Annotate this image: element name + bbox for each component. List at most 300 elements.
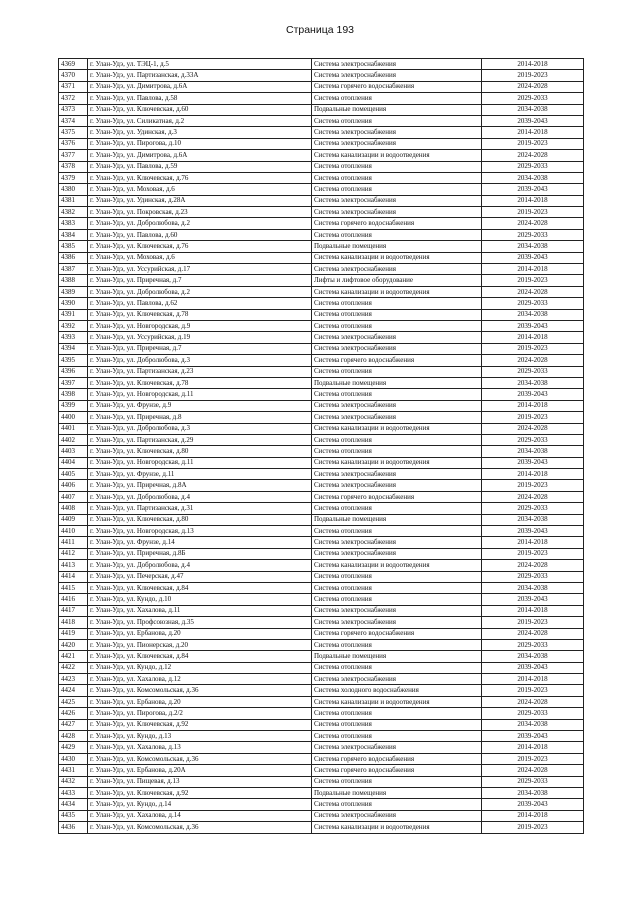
period-cell: 2024-2028 — [482, 696, 584, 707]
period-cell: 2019-2023 — [482, 207, 584, 218]
address-cell: г. Улан-Удэ, ул. Ключевская, д.84 — [88, 582, 312, 593]
row-number-cell: 4379 — [59, 172, 88, 183]
row-number-cell: 4410 — [59, 526, 88, 537]
address-cell: г. Улан-Удэ, ул. Приречная, д.7 — [88, 343, 312, 354]
row-number-cell: 4391 — [59, 309, 88, 320]
system-cell: Система горячего водоснабжения — [312, 753, 482, 764]
row-number-cell: 4431 — [59, 765, 88, 776]
row-number-cell: 4373 — [59, 104, 88, 115]
address-cell: г. Улан-Удэ, ул. Кундо, д.10 — [88, 594, 312, 605]
system-cell: Система горячего водоснабжения — [312, 765, 482, 776]
period-cell: 2029-2033 — [482, 161, 584, 172]
system-cell: Система отопления — [312, 526, 482, 537]
period-cell: 2014-2018 — [482, 332, 584, 343]
table-row — [59, 161, 584, 172]
period-cell: 2029-2033 — [482, 639, 584, 650]
row-number-cell: 4394 — [59, 343, 88, 354]
row-number-cell: 4400 — [59, 412, 88, 423]
address-cell: г. Улан-Удэ, ул. Ключевская, д.80 — [88, 446, 312, 457]
system-cell: Система отопления — [312, 571, 482, 582]
address-cell: г. Улан-Удэ, ул. Кундо, д.13 — [88, 731, 312, 742]
period-cell: 2029-2033 — [482, 434, 584, 445]
period-cell: 2024-2028 — [482, 491, 584, 502]
system-cell: Система электроснабжения — [312, 70, 482, 81]
system-cell: Система электроснабжения — [312, 195, 482, 206]
system-cell: Система электроснабжения — [312, 264, 482, 275]
table-row — [59, 70, 584, 81]
address-cell: г. Улан-Удэ, ул. Ключевская, д.78 — [88, 309, 312, 320]
row-number-cell: 4380 — [59, 184, 88, 195]
system-cell: Подвальные помещения — [312, 788, 482, 799]
address-cell: г. Улан-Удэ, ул. Новгородская, д.9 — [88, 320, 312, 331]
row-number-cell: 4376 — [59, 138, 88, 149]
period-cell: 2034-2038 — [482, 377, 584, 388]
address-cell: г. Улан-Удэ, ул. Моховая, д.6 — [88, 252, 312, 263]
row-number-cell: 4412 — [59, 548, 88, 559]
system-cell: Система отопления — [312, 320, 482, 331]
period-cell: 2039-2043 — [482, 799, 584, 810]
period-cell: 2019-2023 — [482, 548, 584, 559]
period-cell: 2024-2028 — [482, 355, 584, 366]
address-cell: г. Улан-Удэ, ул. Силикатная, д.2 — [88, 115, 312, 126]
table-row — [59, 59, 584, 70]
period-cell: 2039-2043 — [482, 457, 584, 468]
period-cell: 2019-2023 — [482, 412, 584, 423]
address-cell: г. Улан-Удэ, ул. Моховая, д.6 — [88, 184, 312, 195]
address-cell: г. Улан-Удэ, ул. Фрунзе, д.11 — [88, 469, 312, 480]
address-cell: г. Улан-Удэ, ул. Павлова, д.58 — [88, 93, 312, 104]
row-number-cell: 4421 — [59, 651, 88, 662]
address-cell: г. Улан-Удэ, ул. Кундо, д.12 — [88, 662, 312, 673]
period-cell: 2019-2023 — [482, 822, 584, 833]
address-cell: г. Улан-Удэ, ул. Ключевская, д.92 — [88, 788, 312, 799]
table-row — [59, 115, 584, 126]
table-row — [59, 560, 584, 571]
system-cell: Система отопления — [312, 184, 482, 195]
address-cell: г. Улан-Удэ, ул. Приречная, д.7 — [88, 275, 312, 286]
row-number-cell: 4401 — [59, 423, 88, 434]
table-row — [59, 81, 584, 92]
address-cell: г. Улан-Удэ, ул. Партизанская, д.29 — [88, 434, 312, 445]
address-cell: г. Улан-Удэ, ул. Пирогова, д.2/2 — [88, 708, 312, 719]
period-cell: 2014-2018 — [482, 127, 584, 138]
row-number-cell: 4387 — [59, 264, 88, 275]
address-cell: г. Улан-Удэ, ул. Фрунзе, д.9 — [88, 400, 312, 411]
system-cell: Лифты и лифтовое оборудование — [312, 275, 482, 286]
row-number-cell: 4434 — [59, 799, 88, 810]
period-cell: 2029-2033 — [482, 298, 584, 309]
period-cell: 2029-2033 — [482, 503, 584, 514]
system-cell: Система горячего водоснабжения — [312, 355, 482, 366]
table-row — [59, 241, 584, 252]
row-number-cell: 4383 — [59, 218, 88, 229]
system-cell: Система отопления — [312, 389, 482, 400]
system-cell: Система холодного водоснабжения — [312, 685, 482, 696]
address-cell: г. Улан-Удэ, ул. Партизанская, д.31 — [88, 503, 312, 514]
system-cell: Система отопления — [312, 93, 482, 104]
period-cell: 2039-2043 — [482, 320, 584, 331]
system-cell: Система отопления — [312, 115, 482, 126]
address-cell: г. Улан-Удэ, ул. Ключевская, д.76 — [88, 241, 312, 252]
address-cell: г. Улан-Удэ, ул. Хахалова, д.13 — [88, 742, 312, 753]
table-row — [59, 218, 584, 229]
address-cell: г. Улан-Удэ, ул. Димитрова, д.6А — [88, 150, 312, 161]
row-number-cell: 4384 — [59, 229, 88, 240]
period-cell: 2024-2028 — [482, 765, 584, 776]
table-row — [59, 469, 584, 480]
period-cell: 2039-2043 — [482, 115, 584, 126]
system-cell: Система канализации и водоотведения — [312, 457, 482, 468]
system-cell: Система электроснабжения — [312, 469, 482, 480]
period-cell: 2039-2043 — [482, 731, 584, 742]
table-row — [59, 309, 584, 320]
address-cell: г. Улан-Удэ, ул. Ключевская, д.92 — [88, 719, 312, 730]
table-row — [59, 571, 584, 582]
address-cell: г. Улан-Удэ, ул. Уссурийская, д.19 — [88, 332, 312, 343]
period-cell: 2019-2023 — [482, 275, 584, 286]
row-number-cell: 4375 — [59, 127, 88, 138]
table-row — [59, 753, 584, 764]
address-cell: г. Улан-Удэ, ул. Удинская, д.3 — [88, 127, 312, 138]
address-cell: г. Улан-Удэ, ул. Ключевская, д.78 — [88, 377, 312, 388]
table-row — [59, 332, 584, 343]
table-row — [59, 400, 584, 411]
row-number-cell: 4407 — [59, 491, 88, 502]
period-cell: 2039-2043 — [482, 594, 584, 605]
period-cell: 2024-2028 — [482, 81, 584, 92]
row-number-cell: 4413 — [59, 560, 88, 571]
row-number-cell: 4419 — [59, 628, 88, 639]
row-number-cell: 4418 — [59, 617, 88, 628]
table-row — [59, 366, 584, 377]
address-cell: г. Улан-Удэ, ул. Приречная, д.8 — [88, 412, 312, 423]
row-number-cell: 4395 — [59, 355, 88, 366]
table-row — [59, 195, 584, 206]
system-cell: Подвальные помещения — [312, 651, 482, 662]
period-cell: 2034-2038 — [482, 172, 584, 183]
period-cell: 2024-2028 — [482, 150, 584, 161]
system-cell: Система канализации и водоотведения — [312, 286, 482, 297]
row-number-cell: 4428 — [59, 731, 88, 742]
address-cell: г. Улан-Удэ, ул. Новгородская, д.11 — [88, 389, 312, 400]
table-row — [59, 93, 584, 104]
table-row — [59, 127, 584, 138]
table-row — [59, 377, 584, 388]
row-number-cell: 4429 — [59, 742, 88, 753]
row-number-cell: 4414 — [59, 571, 88, 582]
row-number-cell: 4422 — [59, 662, 88, 673]
address-cell: г. Улан-Удэ, ул. Приречная, д.8Б — [88, 548, 312, 559]
row-number-cell: 4435 — [59, 810, 88, 821]
row-number-cell: 4423 — [59, 674, 88, 685]
system-cell: Система горячего водоснабжения — [312, 218, 482, 229]
row-number-cell: 4409 — [59, 514, 88, 525]
address-cell: г. Улан-Удэ, ул. Приречная, д.8А — [88, 480, 312, 491]
address-cell: г. Улан-Удэ, ул. Уссурийская, д.17 — [88, 264, 312, 275]
address-cell: г. Улан-Удэ, ул. Пирогова, д.10 — [88, 138, 312, 149]
address-cell: г. Улан-Удэ, ул. Димитрова, д.6А — [88, 81, 312, 92]
row-number-cell: 4371 — [59, 81, 88, 92]
table-row — [59, 150, 584, 161]
period-cell: 2014-2018 — [482, 537, 584, 548]
address-cell: г. Улан-Удэ, ул. Добролюбова, д.3 — [88, 423, 312, 434]
row-number-cell: 4389 — [59, 286, 88, 297]
row-number-cell: 4392 — [59, 320, 88, 331]
period-cell: 2014-2018 — [482, 264, 584, 275]
period-cell: 2034-2038 — [482, 309, 584, 320]
system-cell: Система отопления — [312, 298, 482, 309]
row-number-cell: 4398 — [59, 389, 88, 400]
table-row — [59, 480, 584, 491]
address-cell: г. Улан-Удэ, ул. Ключевская, д.60 — [88, 104, 312, 115]
address-cell: г. Улан-Удэ, ул. Ербанова, д.20А — [88, 765, 312, 776]
table-row — [59, 252, 584, 263]
system-cell: Подвальные помещения — [312, 377, 482, 388]
table-row — [59, 423, 584, 434]
address-cell: г. Улан-Удэ, ул. Хахалова, д.12 — [88, 674, 312, 685]
system-cell: Система электроснабжения — [312, 742, 482, 753]
period-cell: 2024-2028 — [482, 218, 584, 229]
row-number-cell: 4377 — [59, 150, 88, 161]
period-cell: 2019-2023 — [482, 70, 584, 81]
table-row — [59, 605, 584, 616]
address-cell: г. Улан-Удэ, ул. Комсомольская, д.36 — [88, 685, 312, 696]
row-number-cell: 4433 — [59, 788, 88, 799]
period-cell: 2024-2028 — [482, 560, 584, 571]
row-number-cell: 4432 — [59, 776, 88, 787]
row-number-cell: 4370 — [59, 70, 88, 81]
table-row — [59, 412, 584, 423]
system-cell: Система отопления — [312, 708, 482, 719]
row-number-cell: 4374 — [59, 115, 88, 126]
system-cell: Система отопления — [312, 446, 482, 457]
period-cell: 2019-2023 — [482, 617, 584, 628]
period-cell: 2014-2018 — [482, 674, 584, 685]
period-cell: 2029-2033 — [482, 93, 584, 104]
system-cell: Система отопления — [312, 594, 482, 605]
system-cell: Система отопления — [312, 366, 482, 377]
period-cell: 2014-2018 — [482, 742, 584, 753]
table-row — [59, 628, 584, 639]
system-cell: Система горячего водоснабжения — [312, 628, 482, 639]
table-row — [59, 275, 584, 286]
table-row — [59, 685, 584, 696]
table-row — [59, 765, 584, 776]
period-cell: 2019-2023 — [482, 753, 584, 764]
table-row — [59, 537, 584, 548]
table-row — [59, 776, 584, 787]
table-row — [59, 639, 584, 650]
row-number-cell: 4405 — [59, 469, 88, 480]
period-cell: 2029-2033 — [482, 366, 584, 377]
address-cell: г. Улан-Удэ, ул. Добролюбова, д.2 — [88, 218, 312, 229]
table-row — [59, 457, 584, 468]
address-cell: г. Улан-Удэ, ул. Добролюбова, д.2 — [88, 286, 312, 297]
period-cell: 2029-2033 — [482, 708, 584, 719]
row-number-cell: 4417 — [59, 605, 88, 616]
table-row — [59, 503, 584, 514]
table-body — [59, 59, 584, 834]
row-number-cell: 4424 — [59, 685, 88, 696]
row-number-cell: 4397 — [59, 377, 88, 388]
table-row — [59, 548, 584, 559]
period-cell: 2034-2038 — [482, 651, 584, 662]
system-cell: Система отопления — [312, 229, 482, 240]
address-cell: г. Улан-Удэ, ул. Партизанская, д.23 — [88, 366, 312, 377]
system-cell: Подвальные помещения — [312, 241, 482, 252]
table-row — [59, 742, 584, 753]
table-row — [59, 286, 584, 297]
table-row — [59, 617, 584, 628]
table-row — [59, 810, 584, 821]
table-row — [59, 674, 584, 685]
address-cell: г. Улан-Удэ, ул. Пионерская, д.20 — [88, 639, 312, 650]
period-cell: 2034-2038 — [482, 104, 584, 115]
period-cell: 2014-2018 — [482, 469, 584, 480]
period-cell: 2039-2043 — [482, 184, 584, 195]
system-cell: Система электроснабжения — [312, 674, 482, 685]
row-number-cell: 4399 — [59, 400, 88, 411]
row-number-cell: 4420 — [59, 639, 88, 650]
period-cell: 2039-2043 — [482, 252, 584, 263]
table-row — [59, 172, 584, 183]
row-number-cell: 4382 — [59, 207, 88, 218]
table-row — [59, 207, 584, 218]
page-title: Страница 193 — [285, 24, 355, 36]
system-cell: Система электроснабжения — [312, 605, 482, 616]
period-cell: 2014-2018 — [482, 195, 584, 206]
system-cell: Система отопления — [312, 799, 482, 810]
row-number-cell: 4415 — [59, 582, 88, 593]
row-number-cell: 4381 — [59, 195, 88, 206]
address-cell: г. Улан-Удэ, ул. Новгородская, д.11 — [88, 457, 312, 468]
period-cell: 2014-2018 — [482, 810, 584, 821]
period-cell: 2029-2033 — [482, 229, 584, 240]
system-cell: Система отопления — [312, 309, 482, 320]
table-row — [59, 731, 584, 742]
address-cell: г. Улан-Удэ, ул. Ключевская, д.80 — [88, 514, 312, 525]
table-row — [59, 788, 584, 799]
system-cell: Система электроснабжения — [312, 548, 482, 559]
period-cell: 2039-2043 — [482, 526, 584, 537]
system-cell: Система отопления — [312, 172, 482, 183]
system-cell: Система электроснабжения — [312, 59, 482, 70]
period-cell: 2029-2033 — [482, 571, 584, 582]
row-number-cell: 4378 — [59, 161, 88, 172]
table-row — [59, 138, 584, 149]
system-cell: Система канализации и водоотведения — [312, 252, 482, 263]
row-number-cell: 4408 — [59, 503, 88, 514]
table-row — [59, 229, 584, 240]
period-cell: 2024-2028 — [482, 423, 584, 434]
system-cell: Система отопления — [312, 582, 482, 593]
system-cell: Система горячего водоснабжения — [312, 491, 482, 502]
system-cell: Система электроснабжения — [312, 810, 482, 821]
period-cell: 2019-2023 — [482, 480, 584, 491]
system-cell: Система отопления — [312, 434, 482, 445]
row-number-cell: 4411 — [59, 537, 88, 548]
system-cell: Подвальные помещения — [312, 104, 482, 115]
table-row — [59, 343, 584, 354]
table-row — [59, 434, 584, 445]
table-row — [59, 526, 584, 537]
system-cell: Система электроснабжения — [312, 343, 482, 354]
system-cell: Система канализации и водоотведения — [312, 150, 482, 161]
system-cell: Система электроснабжения — [312, 537, 482, 548]
table-row — [59, 799, 584, 810]
period-cell: 2024-2028 — [482, 628, 584, 639]
table-row — [59, 708, 584, 719]
table-row — [59, 662, 584, 673]
address-cell: г. Улан-Удэ, ул. Ключевская, д.76 — [88, 172, 312, 183]
row-number-cell: 4430 — [59, 753, 88, 764]
row-number-cell: 4372 — [59, 93, 88, 104]
system-cell: Система канализации и водоотведения — [312, 696, 482, 707]
row-number-cell: 4396 — [59, 366, 88, 377]
period-cell: 2019-2023 — [482, 685, 584, 696]
period-cell: 2019-2023 — [482, 343, 584, 354]
address-cell: г. Улан-Удэ, ул. Покровская, д.23 — [88, 207, 312, 218]
address-cell: г. Улан-Удэ, ул. Печерская, д.47 — [88, 571, 312, 582]
system-cell: Система канализации и водоотведения — [312, 822, 482, 833]
repair-schedule-table — [58, 58, 584, 834]
address-cell: г. Улан-Удэ, ул. Удинская, д.28А — [88, 195, 312, 206]
table-row — [59, 822, 584, 833]
table-row — [59, 719, 584, 730]
table-row — [59, 582, 584, 593]
period-cell: 2014-2018 — [482, 605, 584, 616]
row-number-cell: 4406 — [59, 480, 88, 491]
system-cell: Система электроснабжения — [312, 480, 482, 491]
period-cell: 2034-2038 — [482, 582, 584, 593]
row-number-cell: 4388 — [59, 275, 88, 286]
row-number-cell: 4369 — [59, 59, 88, 70]
system-cell: Система электроснабжения — [312, 332, 482, 343]
row-number-cell: 4386 — [59, 252, 88, 263]
row-number-cell: 4427 — [59, 719, 88, 730]
address-cell: г. Улан-Удэ, ул. Хахалова, д.14 — [88, 810, 312, 821]
row-number-cell: 4425 — [59, 696, 88, 707]
address-cell: г. Улан-Удэ, ул. Ключевская, д.84 — [88, 651, 312, 662]
table-row — [59, 355, 584, 366]
system-cell: Система канализации и водоотведения — [312, 560, 482, 571]
address-cell: г. Улан-Удэ, ул. Профсоюзная, д.35 — [88, 617, 312, 628]
address-cell: г. Улан-Удэ, ул. Ербанова, д.20 — [88, 628, 312, 639]
period-cell: 2039-2043 — [482, 662, 584, 673]
address-cell: г. Улан-Удэ, ул. Кундо, д.14 — [88, 799, 312, 810]
table-row — [59, 696, 584, 707]
system-cell: Система отопления — [312, 503, 482, 514]
address-cell: г. Улан-Удэ, ул. Пищевая, д.13 — [88, 776, 312, 787]
period-cell: 2014-2018 — [482, 400, 584, 411]
address-cell: г. Улан-Удэ, ул. Добролюбова, д.4 — [88, 560, 312, 571]
period-cell: 2014-2018 — [482, 59, 584, 70]
period-cell: 2034-2038 — [482, 719, 584, 730]
system-cell: Система отопления — [312, 662, 482, 673]
period-cell: 2034-2038 — [482, 241, 584, 252]
period-cell: 2034-2038 — [482, 446, 584, 457]
period-cell: 2024-2028 — [482, 286, 584, 297]
address-cell: г. Улан-Удэ, ул. Ербанова, д.20 — [88, 696, 312, 707]
table-row — [59, 320, 584, 331]
system-cell: Система горячего водоснабжения — [312, 81, 482, 92]
system-cell: Подвальные помещения — [312, 514, 482, 525]
address-cell: г. Улан-Удэ, ул. Павлова, д.59 — [88, 161, 312, 172]
address-cell: г. Улан-Удэ, ул. Новгородская, д.13 — [88, 526, 312, 537]
row-number-cell: 4436 — [59, 822, 88, 833]
table-row — [59, 104, 584, 115]
address-cell: г. Улан-Удэ, ул. Добролюбова, д.4 — [88, 491, 312, 502]
